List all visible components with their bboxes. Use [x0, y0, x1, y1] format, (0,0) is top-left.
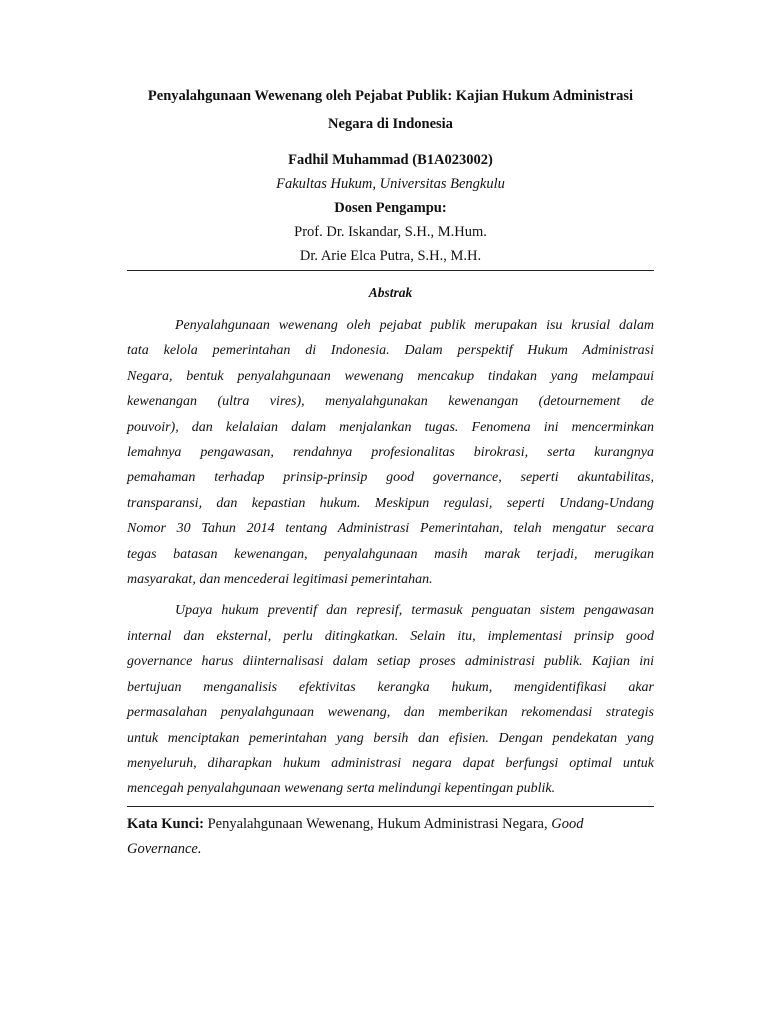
abstract-p1-line: Nomor 30 Tahun 2014 tentang Administrasi Pemerintahan, telah mengatur secara: [127, 521, 654, 537]
top-divider: [127, 270, 654, 271]
paper-page: [127, 82, 654, 862]
abstract-p2-line: menyeluruh, diharapkan hukum administrasi negara dapat berfungsi optimal untuk: [127, 755, 654, 771]
dosen-name-2: Dr. Arie Elca Putra, S.H., M.H.: [299, 248, 482, 264]
abstract-p1-line: tegas batasan kewenangan, penyalahgunaan masih marak terjadi, merugikan: [127, 546, 654, 562]
abstract-p2-line: bertujuan menganalisis efektivitas kerangka hukum, mengidentifikasi akar: [127, 679, 654, 695]
abstract-p2-line: governance harus diinternalisasi dalam setiap proses administrasi publik. Kajian ini: [127, 654, 654, 670]
keywords-label: Kata Kunci:: [127, 815, 204, 832]
abstract-p1-line: lemahnya pengawasan, rendahnya profesionalitas birokrasi, serta kurangnya: [127, 445, 654, 461]
title-line-1: Penyalahgunaan Wewenang oleh Pejabat Publik: Kajian Hukum Administrasi: [147, 88, 634, 104]
dosen-name-1: Prof. Dr. Iskandar, S.H., M.Hum.: [294, 224, 487, 240]
abstract-p2-line: internal dan eksternal, perlu ditingkatkan. Selain itu, implementasi prinsip good: [127, 628, 654, 644]
paper-title: [127, 82, 654, 138]
keywords: [127, 812, 654, 862]
abstract-p1-line: Negara, bentuk penyalahgunaan wewenang mencakup tindakan yang melampaui: [127, 368, 654, 384]
abstract-p1-line: Penyalahgunaan wewenang oleh pejabat publik merupakan isu krusial dalam: [175, 318, 654, 333]
abstract-paragraph-2: [127, 598, 654, 801]
dosen-label: Dosen Pengampu:: [334, 200, 447, 216]
abstract-p1-line: kewenangan (ultra vires), menyalahgunakan kewenangan (detournement de: [127, 394, 654, 410]
abstract-p1-line: pouvoir), dan kelalaian dalam menjalankan tugas. Fenomena ini mencerminkan: [127, 419, 654, 435]
abstract-p1-line: transparansi, dan kepastian hukum. Meskipun regulasi, seperti Undang-Undang: [127, 495, 654, 511]
abstract-paragraph-1: [127, 313, 654, 592]
abstract-p1-line: tata kelola pemerintahan di Indonesia. Dalam perspektif Hukum Administrasi: [127, 343, 654, 359]
author-affiliation: Fakultas Hukum, Universitas Bengkulu: [276, 176, 505, 192]
abstract-p2-line: permasalahan penyalahgunaan wewenang, dan memberikan rekomendasi strategis: [127, 705, 654, 721]
abstract-p2-line: Upaya hukum preventif dan represif, termasuk penguatan sistem pengawasan: [175, 603, 654, 619]
title-line-2: Negara di Indonesia: [328, 116, 453, 132]
keywords-italic-1: Good: [551, 815, 584, 832]
abstract-p1-line: pemahaman terhadap prinsip-prinsip good governance, seperti akuntabilitas,: [127, 470, 654, 486]
abstract-p2-line: untuk menciptakan pemerintahan yang bersih dan efisien. Dengan pendekatan yang: [127, 730, 654, 746]
abstract-heading: Abstrak: [368, 285, 413, 300]
keywords-italic-2: Governance.: [127, 840, 202, 857]
author-name: Fadhil Muhammad (B1A023002): [288, 152, 493, 168]
abstract-p2-line: mencegah penyalahgunaan wewenang serta melindungi kepentingan publik.: [127, 781, 556, 797]
abstract-p1-line: masyarakat, dan mencederai legitimasi pemerintahan.: [127, 572, 433, 588]
keywords-text: Penyalahgunaan Wewenang, Hukum Administrasi Negara,: [203, 815, 552, 832]
bottom-divider: [127, 806, 654, 807]
